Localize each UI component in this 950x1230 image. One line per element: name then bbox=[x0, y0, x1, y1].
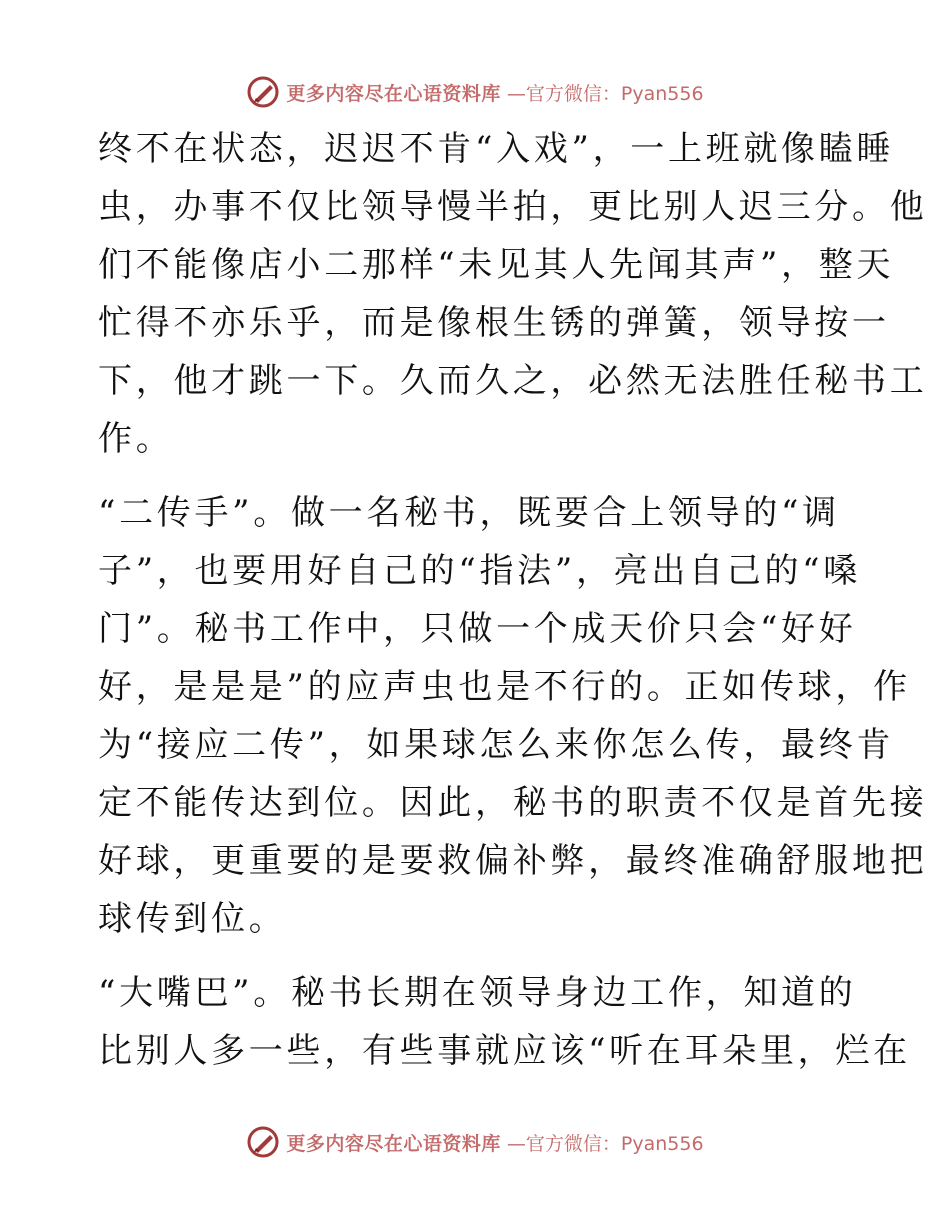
text-line: 比别人多一些，有些事就应该“听在耳朵里，烂在 bbox=[98, 1031, 911, 1071]
watermark-sub-text: —官方微信：Pyan556 bbox=[506, 1132, 704, 1155]
pen-logo-icon bbox=[246, 1125, 280, 1159]
text-line: 好球，更重要的是要救偏补弊，最终准确舒服地把 bbox=[98, 841, 928, 881]
text-line: 作。 bbox=[98, 419, 174, 459]
text-line: 球传到位。 bbox=[98, 899, 287, 939]
text-line: “大嘴巴”。秘书长期在领导身边工作，知道的 bbox=[98, 973, 857, 1013]
watermark-main-text: 更多内容尽在心语资料库 bbox=[286, 1132, 501, 1155]
pen-logo-icon bbox=[246, 75, 280, 109]
text-line: “二传手”。做一名秘书，既要合上领导的“调 bbox=[98, 493, 840, 533]
text-line: 忙得不亦乐乎，而是像根生锈的弹簧，领导按一 bbox=[98, 303, 890, 343]
document-body bbox=[98, 120, 928, 1080]
text-line: 为“接应二传”，如果球怎么来你怎么传，最终肯 bbox=[98, 725, 895, 765]
paragraph-1 bbox=[98, 120, 928, 468]
text-line: 下，他才跳一下。久而久之，必然无法胜任秘书工 bbox=[98, 361, 928, 401]
text-line: 好，是是是”的应声虫也是不行的。正如传球，作 bbox=[98, 667, 911, 707]
text-line: 门”。秘书工作中，只做一个成天价只会“好好 bbox=[98, 609, 857, 649]
paragraph-2 bbox=[98, 484, 928, 948]
text-line: 定不能传达到位。因此，秘书的职责不仅是首先接 bbox=[98, 783, 928, 823]
footer-watermark bbox=[0, 1122, 950, 1162]
watermark-main-text: 更多内容尽在心语资料库 bbox=[286, 82, 501, 105]
text-line: 终不在状态，迟迟不肯“入戏”，一上班就像瞌睡 bbox=[98, 129, 895, 169]
text-line: 虫，办事不仅比领导慢半拍，更比别人迟三分。他 bbox=[98, 187, 928, 227]
watermark-sub-text: —官方微信：Pyan556 bbox=[506, 82, 704, 105]
header-watermark bbox=[0, 72, 950, 112]
paragraph-3 bbox=[98, 964, 911, 1080]
text-line: 子”，也要用好自己的“指法”，亮出自己的“嗓 bbox=[98, 551, 861, 591]
text-line: 们不能像店小二那样“未见其人先闻其声”，整天 bbox=[98, 245, 895, 285]
